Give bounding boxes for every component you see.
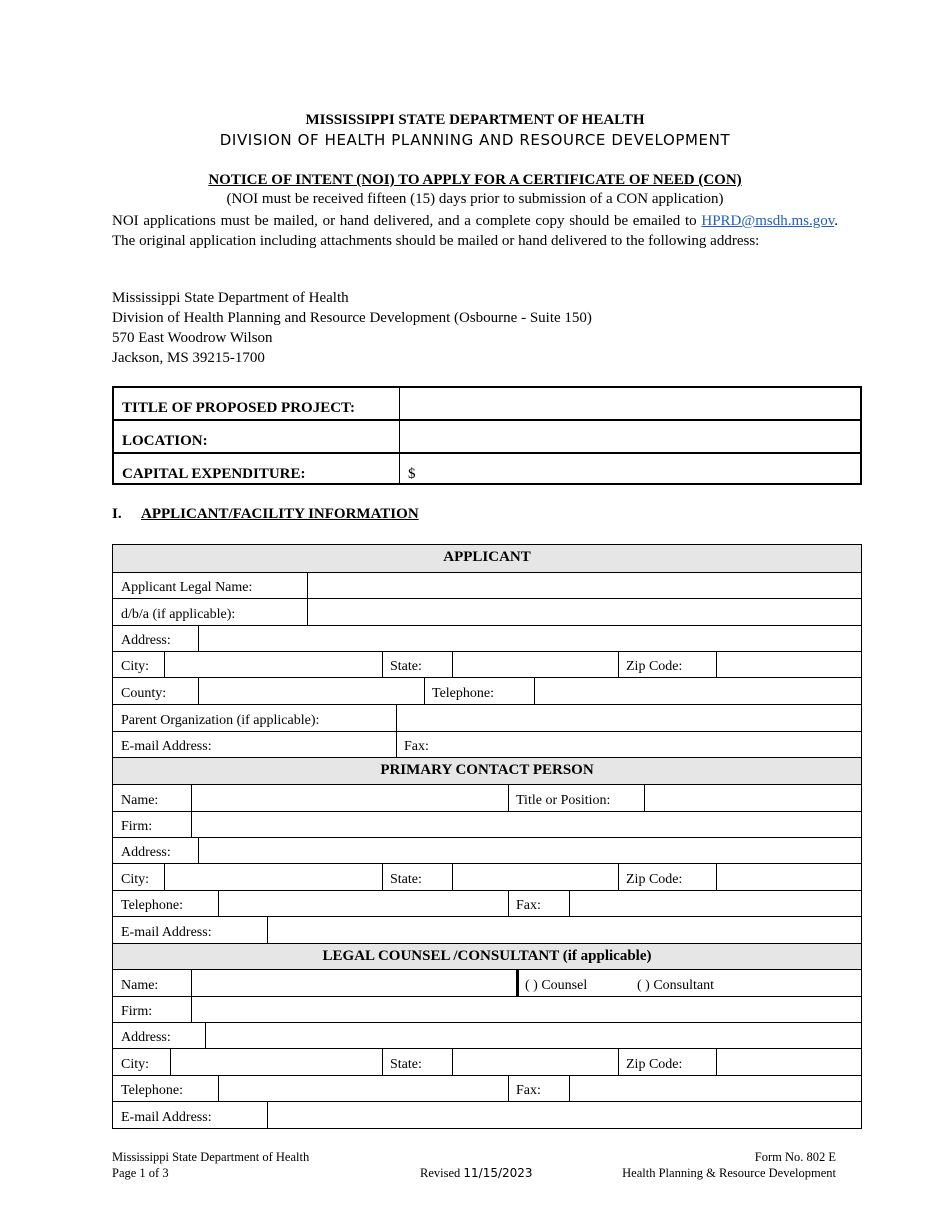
contact-name-row[interactable]: Name: Title or Position: [113, 785, 861, 812]
primary-contact-header: PRIMARY CONTACT PERSON [113, 758, 861, 785]
legal-counsel-header: LEGAL COUNSEL /CONSULTANT (if applicable) [113, 944, 861, 970]
address-line-3: 570 East Woodrow Wilson [112, 330, 273, 346]
footer-left [112, 1149, 309, 1181]
counsel-email-row[interactable]: E-mail Address: [113, 1102, 861, 1128]
contact-city-row[interactable]: City: State: Zip Code: [113, 864, 861, 891]
consultant-checkbox[interactable]: ( ) Consultant [637, 978, 714, 993]
org-title: MISSISSIPPI STATE DEPARTMENT OF HEALTH [305, 112, 645, 128]
mailing-address [112, 288, 592, 368]
address-line-2: Division of Health Planning and Resource Development (Osbourne - Suite 150) [112, 310, 592, 326]
location-label: LOCATION: [122, 433, 208, 449]
form-number: Form No. 802 E [754, 1150, 836, 1164]
applicant-county-row[interactable]: County: Telephone: [113, 678, 861, 705]
section-heading: I. APPLICANT/FACILITY INFORMATION [112, 506, 419, 522]
applicant-info-table [112, 544, 862, 1129]
counsel-telephone-row[interactable]: Telephone: Fax: [113, 1076, 861, 1102]
contact-telephone-row[interactable]: Telephone: Fax: [113, 891, 861, 917]
revision-date: Revised 11/15/2023 [420, 1166, 533, 1180]
project-info-box [112, 386, 862, 485]
contact-email-row[interactable]: E-mail Address: [113, 917, 861, 944]
location-field[interactable] [400, 421, 860, 452]
applicant-header: APPLICANT [113, 545, 861, 573]
counsel-address-row[interactable]: Address: [113, 1023, 861, 1049]
applicant-email-row[interactable]: E-mail Address: Fax: [113, 732, 861, 758]
counsel-firm-row[interactable]: Firm: [113, 997, 861, 1023]
counsel-city-row[interactable]: City: State: Zip Code: [113, 1049, 861, 1076]
contact-firm-row[interactable]: Firm: [113, 812, 861, 838]
division-title: DIVISION OF HEALTH PLANNING AND RESOURCE DEVELOPMENT [219, 131, 731, 149]
project-title-field[interactable] [400, 388, 860, 419]
applicant-legal-name-row[interactable]: Applicant Legal Name: [113, 573, 861, 599]
parent-org-row[interactable]: Parent Organization (if applicable): [113, 705, 861, 732]
hprd-email-link[interactable]: HPRD@msdh.ms.gov [701, 213, 835, 229]
footer-org: Mississippi State Department of Health [112, 1150, 310, 1164]
footer-division: Health Planning & Resource Development [622, 1166, 836, 1180]
footer-right [622, 1149, 836, 1181]
address-line-1: Mississippi State Department of Health [112, 290, 349, 306]
counsel-checkbox[interactable]: ( ) Counsel [525, 978, 588, 993]
notice-title: NOTICE OF INTENT (NOI) TO APPLY FOR A CERTIFICATE OF NEED (CON) [208, 172, 742, 188]
counsel-name-row[interactable]: Name: ( ) Counsel ( ) Consultant [113, 970, 861, 997]
dba-row[interactable]: d/b/a (if applicable): [113, 599, 861, 626]
address-line-4: Jackson, MS 39215-1700 [112, 350, 265, 366]
notice-subtitle: (NOI must be received fifteen (15) days prior to submission of a CON application) [226, 191, 724, 207]
applicant-address-row[interactable]: Address: [113, 626, 861, 652]
project-title-label: TITLE OF PROPOSED PROJECT: [122, 400, 355, 416]
contact-address-row[interactable]: Address: [113, 838, 861, 864]
applicant-city-row[interactable]: City: State: Zip Code: [113, 652, 861, 678]
intro-paragraph: NOI applications must be mailed, or hand delivered, and a complete copy should be emailed to HPRD@msdh.ms.gov. The original application including attachments should be mailed or hand delivered to the following address: [112, 213, 838, 249]
capex-field[interactable]: $ [408, 466, 416, 482]
page-number: Page 1 of 3 [112, 1166, 169, 1180]
capex-label: CAPITAL EXPENDITURE: [122, 466, 306, 482]
